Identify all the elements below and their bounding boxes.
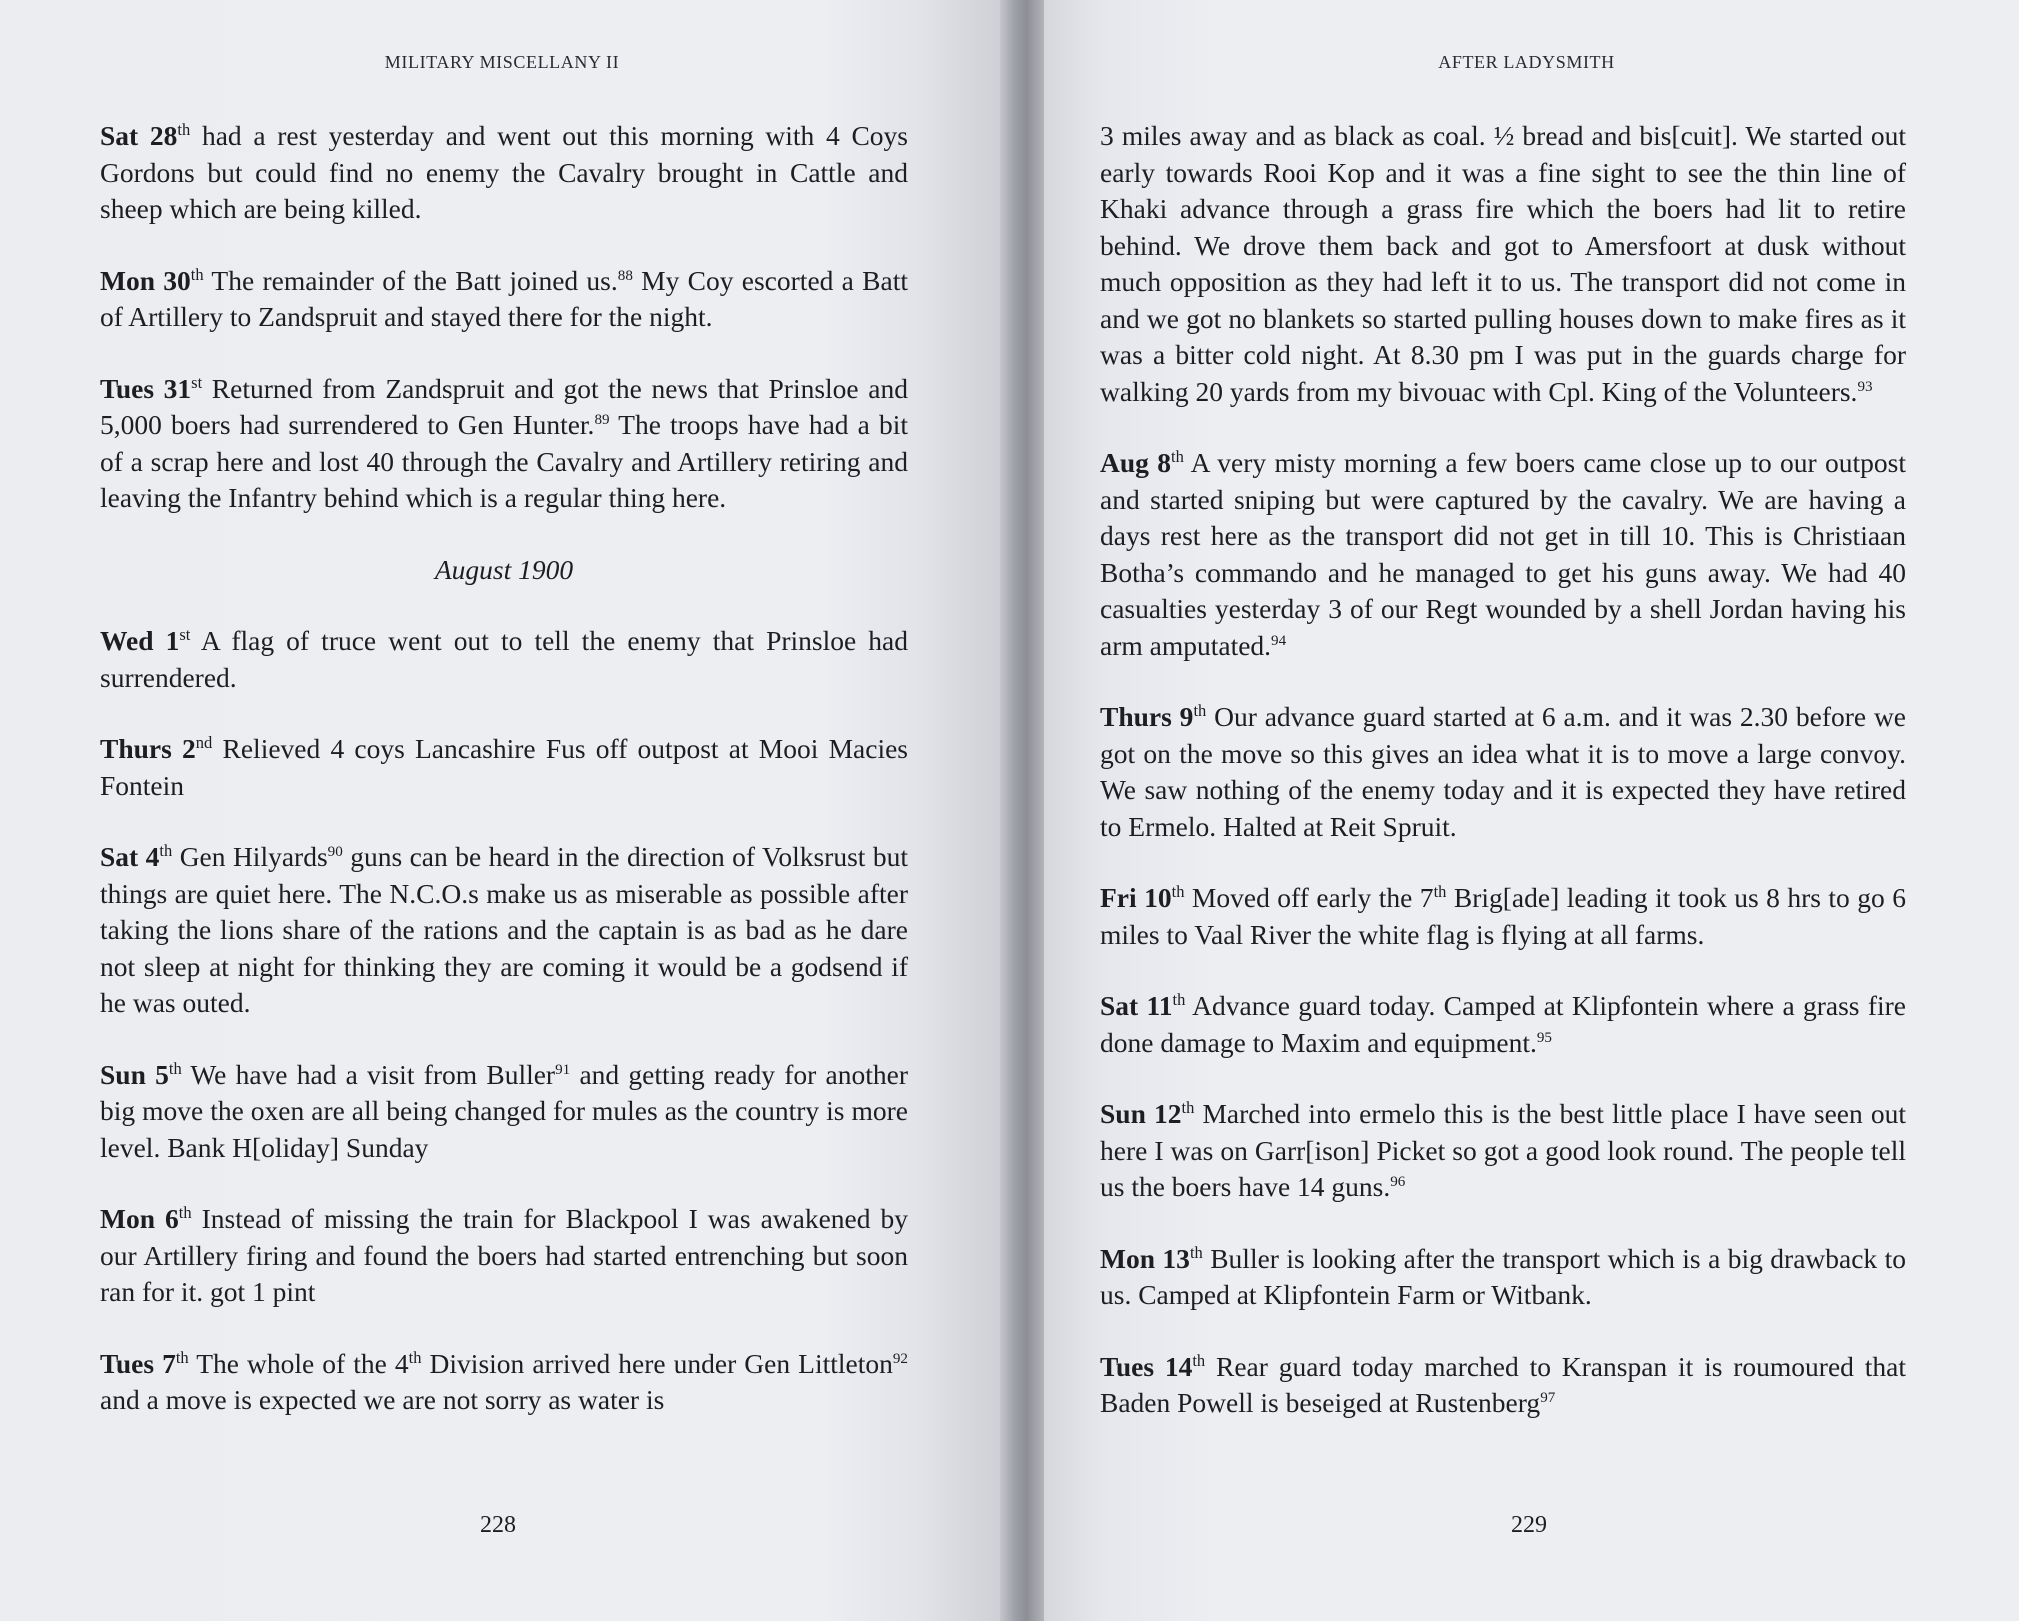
- entry-date: Tues 14: [1100, 1350, 1193, 1382]
- left-page: [0, 0, 1000, 1621]
- running-head-right: AFTER LADYSMITH: [1438, 52, 1615, 72]
- entry-date: Sun 12: [1100, 1098, 1182, 1129]
- entry-date: Mon 30: [100, 264, 191, 296]
- date-suffix: th: [168, 1058, 182, 1078]
- section-heading: August 1900: [434, 553, 574, 585]
- date-suffix: th: [178, 1202, 192, 1222]
- date-suffix: th: [1171, 881, 1185, 901]
- entry-text: Brig[ade] leading it took us 8 hrs to go 6 miles to Vaal River the white flag is flying at all farms.: [1100, 882, 1906, 950]
- entry-text: had a rest yesterday and went out this morning with 4 Coys Gordons but could find no enemy the Cavalry brought in Cattle and sheep which are being killed.: [100, 120, 908, 224]
- entry-date: Thurs 2: [100, 733, 196, 764]
- entry-text: My Coy escorted a Batt of Artillery to Zandspruit and stayed there for the night.: [100, 264, 909, 332]
- continued-paragraph: [1100, 118, 1906, 410]
- entry-date: Tues 7: [100, 1347, 176, 1379]
- date-suffix: th: [175, 1347, 189, 1367]
- right-text-block: [1100, 118, 1906, 1457]
- diary-entry: [1100, 1349, 1906, 1422]
- diary-entry: [100, 263, 908, 336]
- date-suffix: st: [179, 624, 191, 644]
- date-suffix: th: [177, 119, 191, 139]
- date-suffix: nd: [195, 732, 213, 752]
- footnote-ref: 88: [617, 267, 633, 284]
- date-suffix: th: [1192, 1350, 1206, 1370]
- page-number-right: 229: [1511, 1512, 1547, 1538]
- footnote-ref: 96: [1390, 1173, 1406, 1190]
- entry-text: The whole of the 4: [188, 1347, 409, 1379]
- entry-text: Advance guard today. Camped at Klipfontein where a grass fire done damage to Maxim and equipment.: [1100, 990, 1906, 1058]
- footnote-ref: 92: [892, 1350, 908, 1367]
- entry-text: A flag of truce went out to tell the enemy that Prinsloe had surrendered.: [100, 625, 909, 693]
- entry-date: Sat 11: [1100, 990, 1173, 1021]
- footnote-ref: 93: [1857, 378, 1873, 395]
- entry-date: Sun 5: [100, 1058, 169, 1090]
- entry-text: Division arrived here under Gen Littleton: [421, 1347, 893, 1379]
- entry-text: 3 miles away and as black as coal. ½ bread and bis[cuit]. We started out early towards Rooi Kop and it was a fine sight to see the thin line of Khaki advance through a grass fire which the boers had lit to retire behind. We drove them back and got to Amersfoort at dusk without much opposition as they had left it to us. The transport did not come in and we got no blankets so started pulling houses down to make fires as it was a bitter cold night. At 8.30 pm I was put in the guards charge for walking 20 yards from my bivouac with Cpl. King of the Volunteers.: [1100, 120, 1906, 407]
- entry-text: Buller is looking after the transport which is a big drawback to us. Camped at Klipfontein Farm or Witbank.: [1100, 1242, 1906, 1310]
- entry-text: Returned from Zandspruit and got the news that Prinsloe and 5,000 boers had surrendered to Gen Hunter.: [100, 372, 908, 440]
- diary-entry: [1100, 1241, 1906, 1314]
- entry-date: Aug 8: [1100, 447, 1171, 478]
- diary-entry: [100, 623, 908, 696]
- date-suffix: th: [159, 840, 173, 860]
- diary-entry: [1100, 445, 1906, 664]
- date-suffix: st: [191, 372, 203, 392]
- footnote-ref: 90: [327, 843, 343, 860]
- entry-text: Marched into ermelo this is the best little place I have seen out here I was on Garr[ison] Picket so got a good look round. The people tell us the boers have 14 guns.: [1100, 1098, 1906, 1202]
- entry-text: We have had a visit from Buller: [181, 1058, 556, 1090]
- left-text-block: [100, 118, 908, 1454]
- date-suffix: th: [1172, 989, 1186, 1009]
- entry-text: Rear guard today marched to Kranspan it is roumoured that Baden Powell is beseiged at Rustenberg: [1100, 1350, 1906, 1418]
- entry-date: Fri 10: [1100, 882, 1172, 913]
- diary-entry: [1100, 880, 1906, 953]
- ordinal-suffix: th: [1433, 881, 1447, 901]
- entry-date: Mon 6: [100, 1203, 179, 1234]
- entry-text: The remainder of the Batt joined us.: [203, 264, 618, 296]
- entry-text: and getting ready for another big move the oxen are all being changed for mules as the country is more level. Bank H[oliday] Sunday: [100, 1058, 908, 1163]
- footnote-ref: 97: [1540, 1389, 1556, 1406]
- right-page: [1044, 0, 2019, 1621]
- entry-text: Moved off early the 7: [1184, 882, 1434, 913]
- book-gutter: [1000, 0, 1044, 1621]
- page-number-left: 228: [480, 1512, 516, 1538]
- entry-text: guns can be heard in the direction of Volksrust but things are quiet here. The N.C.O.s make us as miserable as possible after taking the lions share of the rations and the captain is as bad as he dare not sleep at night for thinking they are coming it would be a godsend if he was outed.: [100, 841, 909, 1018]
- footnote-ref: 94: [1271, 632, 1287, 649]
- diary-entry: [100, 731, 908, 804]
- entry-date: Sat 4: [100, 841, 160, 872]
- diary-entry: [1100, 1096, 1906, 1206]
- entry-text: Gen Hilyards: [172, 841, 328, 872]
- entry-date: Tues 31: [100, 372, 192, 404]
- diary-entry: [100, 371, 908, 517]
- date-suffix: th: [1189, 1242, 1203, 1262]
- entry-text: The troops have had a bit of a scrap here and lost 40 through the Cavalry and Artillery retiring and leaving the Infantry behind which is a regular thing here.: [100, 409, 908, 513]
- entry-text: and a move is expected we are not sorry as water is: [100, 1384, 665, 1415]
- date-suffix: th: [1181, 1097, 1195, 1117]
- diary-entry: [1100, 988, 1906, 1061]
- date-suffix: th: [1193, 700, 1207, 720]
- entry-text: Relieved 4 coys Lancashire Fus off outpost at Mooi Macies Fontein: [100, 733, 908, 801]
- diary-entry: [100, 118, 908, 228]
- diary-entry: [100, 839, 908, 1022]
- entry-text: Instead of missing the train for Blackpool I was awakened by our Artillery firing and found the boers had started entrenching but soon ran for it. got 1 pint: [100, 1203, 909, 1307]
- date-suffix: th: [1170, 446, 1184, 466]
- entry-date: Thurs 9: [1100, 701, 1194, 732]
- ordinal-suffix: th: [408, 1347, 422, 1367]
- diary-entry: [100, 1201, 908, 1311]
- diary-entry: [1100, 699, 1906, 845]
- footnote-ref: 91: [555, 1061, 571, 1078]
- entry-date: Sat 28: [100, 120, 178, 151]
- diary-entry: [100, 1057, 908, 1167]
- entry-text: A very misty morning a few boers came close up to our outpost and started sniping but were captured by the cavalry. We are having a days rest here as the transport did not get in till 10. This is Christiaan Botha’s commando and he managed to get his guns away. We had 40 casualties yesterday 3 of our Regt wounded by a shell Jordan having his arm amputated.: [1100, 447, 1907, 661]
- entry-text: Our advance guard started at 6 a.m. and it was 2.30 before we got on the move so this gives an idea what it is to move a large convoy. We saw nothing of the enemy today and it is expected they have retired to Ermelo. Halted at Reit Spruit.: [1100, 701, 1907, 842]
- footnote-ref: 95: [1536, 1029, 1552, 1046]
- entry-date: Mon 13: [1100, 1242, 1190, 1274]
- diary-entry: [100, 1346, 908, 1419]
- entry-date: Wed 1: [100, 625, 180, 656]
- running-head-left: MILITARY MISCELLANY II: [384, 52, 620, 72]
- date-suffix: th: [190, 264, 204, 284]
- footnote-ref: 89: [594, 411, 610, 428]
